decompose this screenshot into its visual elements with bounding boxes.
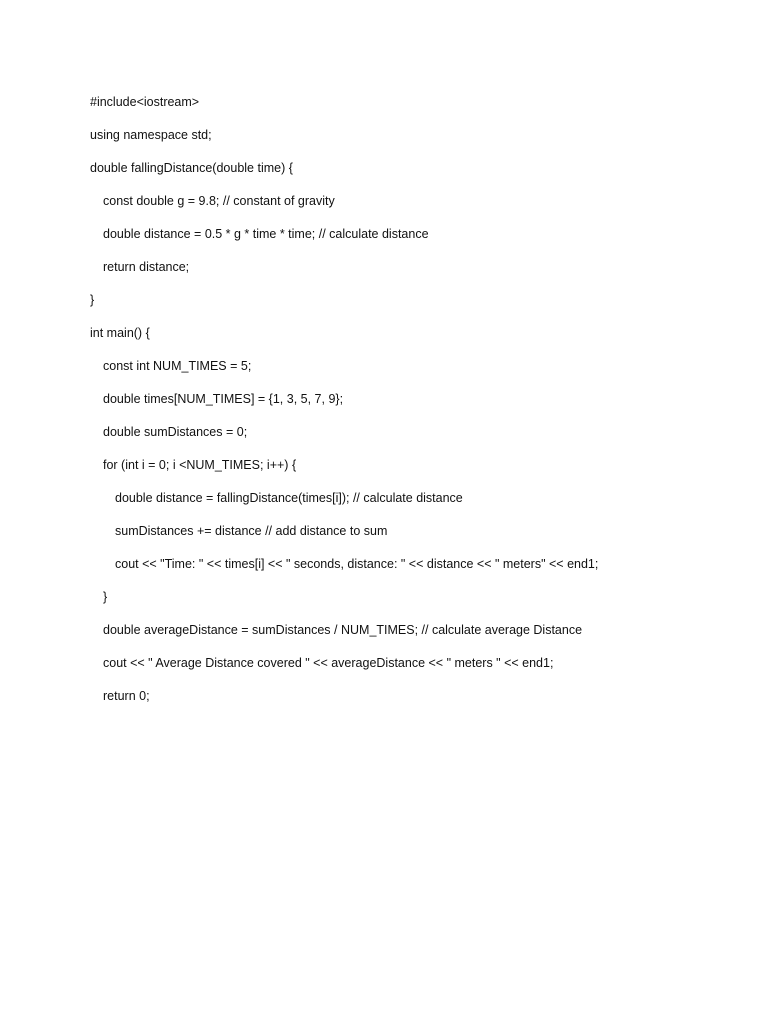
code-line-function-signature: double fallingDistance(double time) { <box>90 161 293 175</box>
code-line-distance-calc: double distance = 0.5 * g * time * time; // calculate distance <box>103 227 429 241</box>
code-line-return-zero: return 0; <box>103 689 150 703</box>
code-line-loop-cout: cout << "Time: " << times[i] << " seconds, distance: " << distance << " meters" << end1; <box>115 557 599 571</box>
code-line-num-times: const int NUM_TIMES = 5; <box>103 359 252 373</box>
code-line-namespace: using namespace std; <box>90 128 212 142</box>
code-line-main-signature: int main() { <box>90 326 150 340</box>
code-line-gravity-const: const double g = 9.8; // constant of gravity <box>103 194 335 208</box>
code-line-function-close: } <box>90 293 95 307</box>
code-line-return-distance: return distance; <box>103 260 190 274</box>
code-line-include: #include<iostream> <box>90 95 200 109</box>
code-line-average-cout: cout << " Average Distance covered " << averageDistance << " meters " << end1; <box>103 656 554 670</box>
code-text-body <box>90 92 730 719</box>
code-line-loop-distance: double distance = fallingDistance(times[i]); // calculate distance <box>115 491 463 505</box>
code-line-average-calc: double averageDistance = sumDistances / NUM_TIMES; // calculate average Distance <box>103 623 583 637</box>
code-line-loop-close: } <box>103 590 108 604</box>
code-line-sum-init: double sumDistances = 0; <box>103 425 248 439</box>
code-line-for-loop: for (int i = 0; i <NUM_TIMES; i++) { <box>103 458 297 472</box>
code-line-times-array: double times[NUM_TIMES] = {1, 3, 5, 7, 9}; <box>103 392 344 406</box>
code-line-loop-sum: sumDistances += distance // add distance to sum <box>115 524 388 538</box>
